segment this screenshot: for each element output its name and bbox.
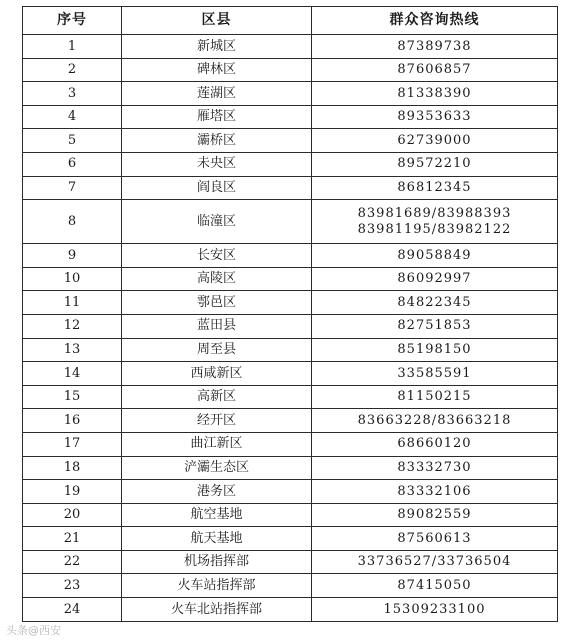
row-serial-number: 10 — [23, 267, 122, 291]
table-row — [23, 362, 558, 386]
table-row — [23, 58, 558, 82]
row-hotline — [312, 527, 558, 551]
row-hotline — [312, 35, 558, 59]
row-hotline — [312, 244, 558, 268]
table-row — [23, 176, 558, 200]
row-hotline — [312, 503, 558, 527]
table-row — [23, 267, 558, 291]
row-district: 阎良区 — [122, 176, 312, 200]
hotline-number: 15309233100 — [383, 601, 486, 617]
table-row — [23, 82, 558, 106]
hotline-number: 83663228/83663218 — [357, 412, 512, 428]
row-serial-number: 9 — [23, 244, 122, 268]
row-serial-number: 13 — [23, 338, 122, 362]
row-serial-number: 5 — [23, 129, 122, 153]
row-hotline — [312, 362, 558, 386]
row-hotline — [312, 338, 558, 362]
row-hotline — [312, 409, 558, 433]
table-row — [23, 574, 558, 598]
row-district: 周至县 — [122, 338, 312, 362]
header-district: 区县 — [122, 7, 312, 35]
table-row — [23, 432, 558, 456]
hotline-number: 83332730 — [397, 460, 472, 475]
row-serial-number: 8 — [23, 200, 122, 244]
row-serial-number: 19 — [23, 480, 122, 504]
row-district: 火车北站指挥部 — [122, 598, 312, 622]
table-row — [23, 152, 558, 176]
hotline-number: 86092997 — [397, 271, 472, 287]
row-serial-number: 14 — [23, 362, 122, 386]
table-row — [23, 503, 558, 527]
row-serial-number: 12 — [23, 314, 122, 338]
table-row — [23, 550, 558, 574]
row-district: 浐灞生态区 — [122, 456, 312, 480]
row-hotline — [312, 385, 558, 409]
hotline-number-secondary: 83981195/83982122 — [357, 221, 512, 237]
table-row — [23, 105, 558, 129]
header-serial-number: 序号 — [23, 7, 122, 35]
hotline-table — [22, 6, 558, 622]
hotline-number: 62739000 — [397, 132, 472, 148]
row-district: 未央区 — [122, 152, 312, 176]
row-hotline — [312, 105, 558, 129]
hotline-number: 81338390 — [397, 85, 472, 101]
table-row — [23, 129, 558, 153]
table-row — [23, 338, 558, 362]
row-serial-number: 16 — [23, 409, 122, 433]
hotline-number: 89572210 — [397, 156, 472, 172]
row-serial-number: 4 — [23, 105, 122, 129]
table-row — [23, 291, 558, 315]
row-serial-number: 6 — [23, 152, 122, 176]
hotline-number: 84822345 — [397, 294, 472, 310]
row-district: 长安区 — [122, 244, 312, 268]
row-serial-number: 3 — [23, 82, 122, 106]
row-hotline — [312, 550, 558, 574]
row-district: 航空基地 — [122, 503, 312, 527]
row-hotline — [312, 314, 558, 338]
row-serial-number: 24 — [23, 598, 122, 622]
hotline-number: 83332106 — [397, 483, 472, 499]
row-hotline — [312, 152, 558, 176]
hotline-number: 81150215 — [397, 389, 472, 405]
hotline-number: 83981689/83988393 — [357, 206, 512, 222]
row-hotline — [312, 598, 558, 622]
hotline-number: 85198150 — [397, 342, 472, 358]
row-hotline — [312, 480, 558, 504]
table-row — [23, 456, 558, 480]
hotline-number: 86812345 — [397, 180, 472, 196]
row-district: 新城区 — [122, 35, 312, 59]
table-row — [23, 244, 558, 268]
hotline-number: 89353633 — [397, 109, 472, 125]
table-row — [23, 314, 558, 338]
row-hotline — [312, 291, 558, 315]
row-district: 灞桥区 — [122, 129, 312, 153]
table-row — [23, 35, 558, 59]
hotline-number: 33585591 — [397, 365, 472, 381]
row-serial-number: 22 — [23, 550, 122, 574]
row-hotline — [312, 267, 558, 291]
row-serial-number: 15 — [23, 385, 122, 409]
table-row — [23, 527, 558, 551]
row-district: 高陵区 — [122, 267, 312, 291]
table-body — [23, 35, 558, 622]
row-hotline — [312, 58, 558, 82]
row-district: 碑林区 — [122, 58, 312, 82]
header-row — [23, 7, 558, 35]
row-district: 西咸新区 — [122, 362, 312, 386]
row-hotline — [312, 200, 558, 244]
row-serial-number: 17 — [23, 432, 122, 456]
watermark: 头条@西安 — [6, 624, 61, 637]
row-district: 火车站指挥部 — [122, 574, 312, 598]
row-district: 高新区 — [122, 385, 312, 409]
hotline-number: 89058849 — [397, 247, 472, 263]
hotline-number: 89082559 — [397, 507, 472, 523]
row-serial-number: 1 — [23, 35, 122, 59]
table-row — [23, 200, 558, 244]
row-serial-number: 20 — [23, 503, 122, 527]
header-hotline: 群众咨询热线 — [312, 7, 558, 35]
row-district: 港务区 — [122, 480, 312, 504]
row-serial-number: 11 — [23, 291, 122, 315]
hotline-number: 87606857 — [397, 62, 472, 78]
hotline-number: 87415050 — [397, 577, 472, 593]
row-hotline — [312, 432, 558, 456]
row-district: 莲湖区 — [122, 82, 312, 106]
row-serial-number: 7 — [23, 176, 122, 200]
row-district: 临潼区 — [122, 200, 312, 244]
table-row — [23, 409, 558, 433]
row-district: 蓝田县 — [122, 314, 312, 338]
row-hotline — [312, 456, 558, 480]
row-district: 航天基地 — [122, 527, 312, 551]
row-hotline — [312, 574, 558, 598]
row-hotline — [312, 129, 558, 153]
hotline-number: 87560613 — [397, 530, 472, 546]
hotline-number: 68660120 — [397, 436, 472, 452]
row-serial-number: 18 — [23, 456, 122, 480]
row-serial-number: 23 — [23, 574, 122, 598]
hotline-number: 33736527/33736504 — [357, 554, 512, 570]
row-hotline — [312, 82, 558, 106]
row-district: 曲江新区 — [122, 432, 312, 456]
hotline-number: 87389738 — [397, 38, 472, 54]
row-district: 机场指挥部 — [122, 550, 312, 574]
row-serial-number: 21 — [23, 527, 122, 551]
row-hotline — [312, 176, 558, 200]
table-row — [23, 598, 558, 622]
table-row — [23, 480, 558, 504]
row-serial-number: 2 — [23, 58, 122, 82]
row-district: 经开区 — [122, 409, 312, 433]
table-row — [23, 385, 558, 409]
row-district: 鄠邑区 — [122, 291, 312, 315]
row-district: 雁塔区 — [122, 105, 312, 129]
hotline-number: 82751853 — [397, 318, 472, 334]
